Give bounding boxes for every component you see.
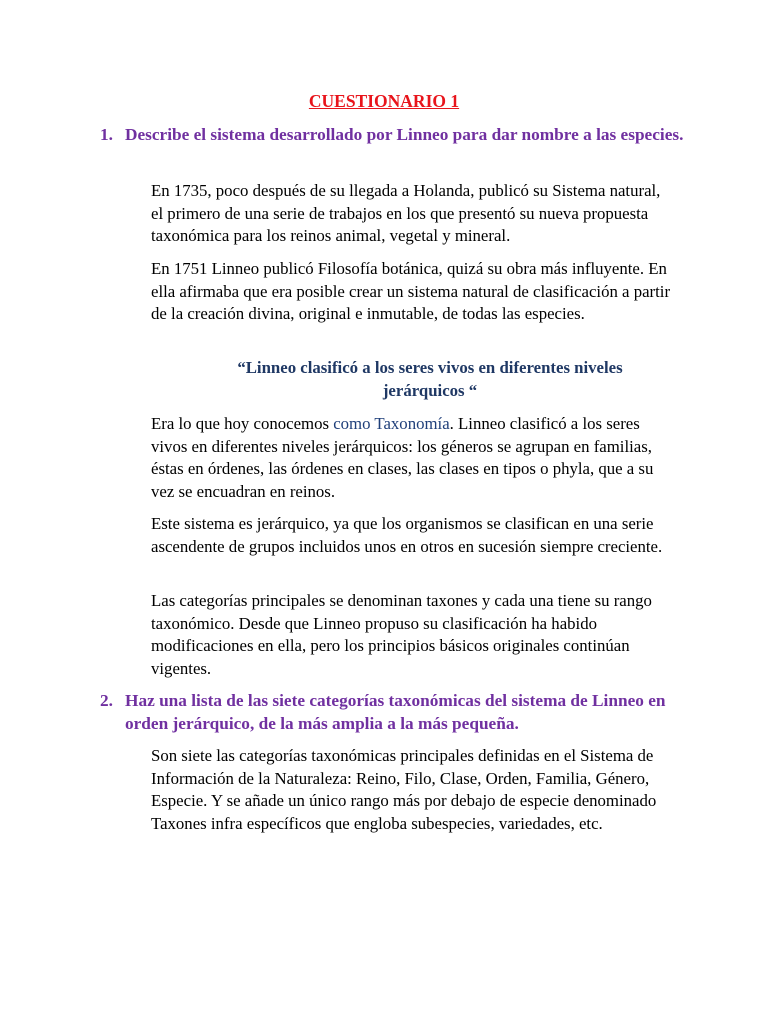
pull-quote: “Linneo clasificó a los seres vivos en diferentes niveles jerárquicos “ — [237, 358, 623, 400]
paragraph-3 — [151, 413, 671, 503]
taxonomia-link[interactable]: como Taxonomía — [333, 414, 450, 433]
question-1 — [100, 124, 685, 147]
question-1-text: Describe el sistema desarrollado por Linneo para dar nombre a las especies. — [125, 125, 684, 144]
paragraph-4: Este sistema es jerárquico, ya que los organismos se clasifican en una serie ascendente de grupos incluidos unos en otros en sucesión siempre creciente. — [151, 514, 663, 556]
paragraph-6: Son siete las categorías taxonómicas principales definidas en el Sistema de Información de la Naturaleza: Reino, Filo, Clase, Orden, Familia, Género, Especie. Y se añade un único rango más por debajo de especie denominado Taxones infra específicos que engloba subespecies, variedades, etc. — [151, 746, 657, 833]
question-1-number: 1. — [100, 125, 113, 144]
document-title: CUESTIONARIO 1 — [308, 91, 460, 111]
paragraph-1: En 1735, poco después de su llegada a Holanda, publicó su Sistema natural, el primero de una serie de trabajos en los que presentó su nueva propuesta taxonómica para los reinos animal, vegetal y mineral. — [151, 181, 661, 246]
question-2-text: Haz una lista de las siete categorías taxonómicas del sistema de Linneo en orden jerárquico, de la más amplia a la más pequeña. — [125, 691, 666, 733]
question-2 — [100, 690, 685, 735]
paragraph-3-start: Era lo que hoy conocemos — [151, 414, 334, 433]
paragraph-2: En 1751 Linneo publicó Filosofía botánica, quizá su obra más influyente. En ella afirmaba que era posible crear un sistema natural de clasificación a partir de la creación divina, original e inmutable, de todas las especies. — [151, 259, 671, 324]
paragraph-5: Las categorías principales se denominan taxones y cada una tiene su rango taxonómico. Desde que Linneo propuso su clasificación ha habido modificaciones en ella, pero los principios básicos originales continúan vigentes. — [151, 591, 652, 678]
paragraph-3-end: . Linneo clasificó a los seres vivos en diferentes niveles jerárquicos: los géneros se agrupan en familias, éstas en órdenes, las órdenes en clases, las clases en tipos o phyla, que a su vez se encuadran en reinos. — [151, 414, 654, 501]
question-2-number: 2. — [100, 691, 113, 710]
